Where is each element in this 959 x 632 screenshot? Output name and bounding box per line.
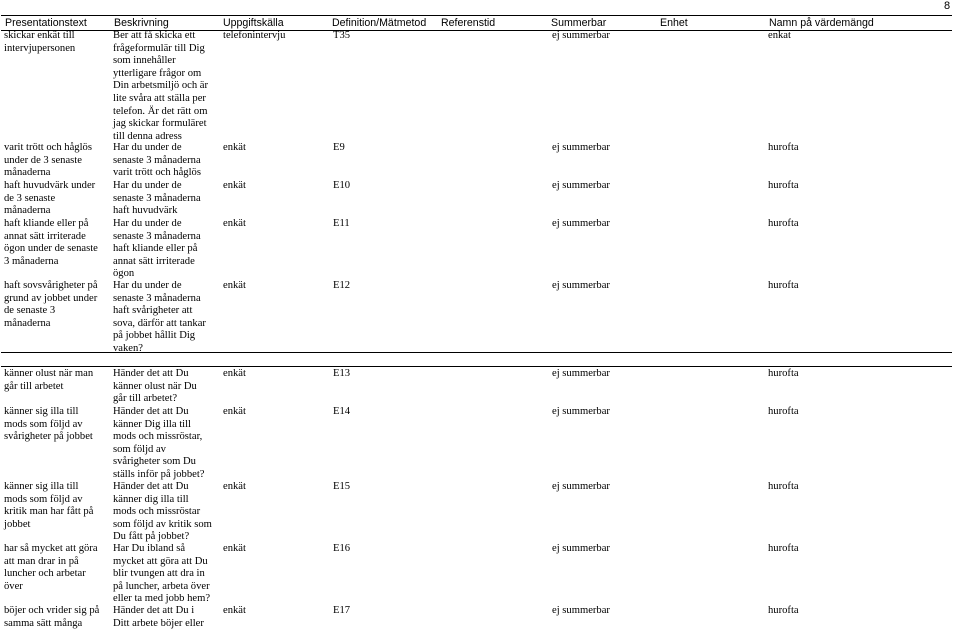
summerbar-cell: ej summerbar	[552, 30, 610, 41]
beskrivning-cell: Händer det att Du känner Dig illa till mods och missröstar, som följd av svårigheter som Du ställs inför på jobbet?	[113, 406, 205, 480]
uppgiftskalla-cell: enkät	[223, 368, 246, 379]
table-body-top	[1, 30, 952, 353]
vardemangd-cell: hurofta	[768, 218, 799, 229]
presentationstext-cell: känner olust när man går till arbetet	[4, 368, 94, 392]
summerbar-cell: ej summerbar	[552, 406, 610, 417]
header-presentationstext: Presentationstext	[5, 17, 87, 29]
uppgiftskalla-cell: enkät	[223, 406, 246, 417]
presentationstext-cell: skickar enkät till intervjupersonen	[4, 30, 76, 54]
summerbar-cell: ej summerbar	[552, 543, 610, 554]
vardemangd-cell: hurofta	[768, 368, 799, 379]
header-uppgiftskalla: Uppgiftskälla	[223, 17, 284, 29]
beskrivning-cell: Har du under de senaste 3 månaderna haft kliande eller på annat sätt irriterade ögon	[113, 218, 201, 280]
definition-cell: E16	[333, 543, 351, 554]
definition-cell: T35	[333, 30, 351, 41]
vardemangd-cell: hurofta	[768, 605, 799, 616]
uppgiftskalla-cell: enkät	[223, 543, 246, 554]
table-header	[1, 15, 952, 31]
header-summerbar: Summerbar	[551, 17, 607, 29]
vardemangd-cell: hurofta	[768, 180, 799, 191]
definition-cell: E13	[333, 368, 351, 379]
beskrivning-cell: Händer det att Du i Ditt arbete böjer eller	[113, 605, 204, 629]
summerbar-cell: ej summerbar	[552, 280, 610, 291]
uppgiftskalla-cell: enkät	[223, 280, 246, 291]
header-definition: Definition/Mätmetod	[332, 17, 427, 29]
beskrivning-cell: Ber att få skicka ett frågeformulär till Dig som innehåller ytterligare frågor om Din arbetsmiljö och är lite svåra att ställa per telefon. Är det rätt om jag skickar formuläret till denna adress	[113, 30, 209, 142]
definition-cell: E9	[333, 142, 345, 153]
definition-cell: E14	[333, 406, 351, 417]
header-namn-pa-vardemangd: Namn på värdemängd	[769, 17, 874, 29]
beskrivning-cell: Händer det att Du känner dig illa till mods och missröstar som följd av kritik som Du fått på jobbet?	[113, 481, 212, 543]
definition-cell: E10	[333, 180, 351, 191]
beskrivning-cell: Har du under de senaste 3 månaderna haft huvudvärk	[113, 180, 201, 217]
header-beskrivning: Beskrivning	[114, 17, 169, 29]
definition-cell: E11	[333, 218, 350, 229]
summerbar-cell: ej summerbar	[552, 605, 610, 616]
beskrivning-cell: Har du under de senaste 3 månaderna haft svårigheter att sova, därför att tankar på jobbet hållit Dig vaken?	[113, 280, 206, 354]
presentationstext-cell: böjer och vrider sig på samma sätt många	[4, 605, 100, 629]
beskrivning-cell: Händer det att Du känner olust när Du går till arbetet?	[113, 368, 197, 405]
summerbar-cell: ej summerbar	[552, 481, 610, 492]
presentationstext-cell: känner sig illa till mods som följd av kritik man har fått på jobbet	[4, 481, 94, 530]
summerbar-cell: ej summerbar	[552, 368, 610, 379]
summerbar-cell: ej summerbar	[552, 218, 610, 229]
uppgiftskalla-cell: enkät	[223, 180, 246, 191]
page-number: 8	[944, 0, 951, 12]
header-enhet: Enhet	[660, 17, 688, 29]
table-body-bottom	[1, 366, 952, 631]
header-referenstid: Referenstid	[441, 17, 496, 29]
presentationstext-cell: har så mycket att göra att man drar in på luncher och arbetar över	[4, 543, 98, 592]
presentationstext-cell: känner sig illa till mods som följd av svårigheter på jobbet	[4, 406, 93, 443]
uppgiftskalla-cell: enkät	[223, 481, 246, 492]
uppgiftskalla-cell: telefonintervju	[223, 30, 286, 41]
beskrivning-cell: Har Du ibland så mycket att göra att Du blir tvungen att dra in på luncher, arbeta över eller ta med jobb hem?	[113, 543, 211, 605]
vardemangd-cell: hurofta	[768, 406, 799, 417]
presentationstext-cell: haft huvudvärk under de 3 senaste månaderna	[4, 180, 96, 217]
presentationstext-cell: varit trött och håglös under de 3 senaste månaderna	[4, 142, 92, 179]
vardemangd-cell: enkat	[768, 30, 791, 41]
uppgiftskalla-cell: enkät	[223, 605, 246, 616]
definition-cell: E12	[333, 280, 351, 291]
vardemangd-cell: hurofta	[768, 481, 799, 492]
vardemangd-cell: hurofta	[768, 543, 799, 554]
definition-cell: E15	[333, 481, 351, 492]
uppgiftskalla-cell: enkät	[223, 218, 246, 229]
vardemangd-cell: hurofta	[768, 280, 799, 291]
presentationstext-cell: haft sovsvårigheter på grund av jobbet under de senaste 3 månaderna	[4, 280, 98, 329]
summerbar-cell: ej summerbar	[552, 142, 610, 153]
vardemangd-cell: hurofta	[768, 142, 799, 153]
uppgiftskalla-cell: enkät	[223, 142, 246, 153]
presentationstext-cell: haft kliande eller på annat sätt irriterade ögon under de senaste 3 månaderna	[4, 218, 98, 267]
beskrivning-cell: Har du under de senaste 3 månaderna varit trött och håglös	[113, 142, 201, 179]
definition-cell: E17	[333, 605, 351, 616]
summerbar-cell: ej summerbar	[552, 180, 610, 191]
